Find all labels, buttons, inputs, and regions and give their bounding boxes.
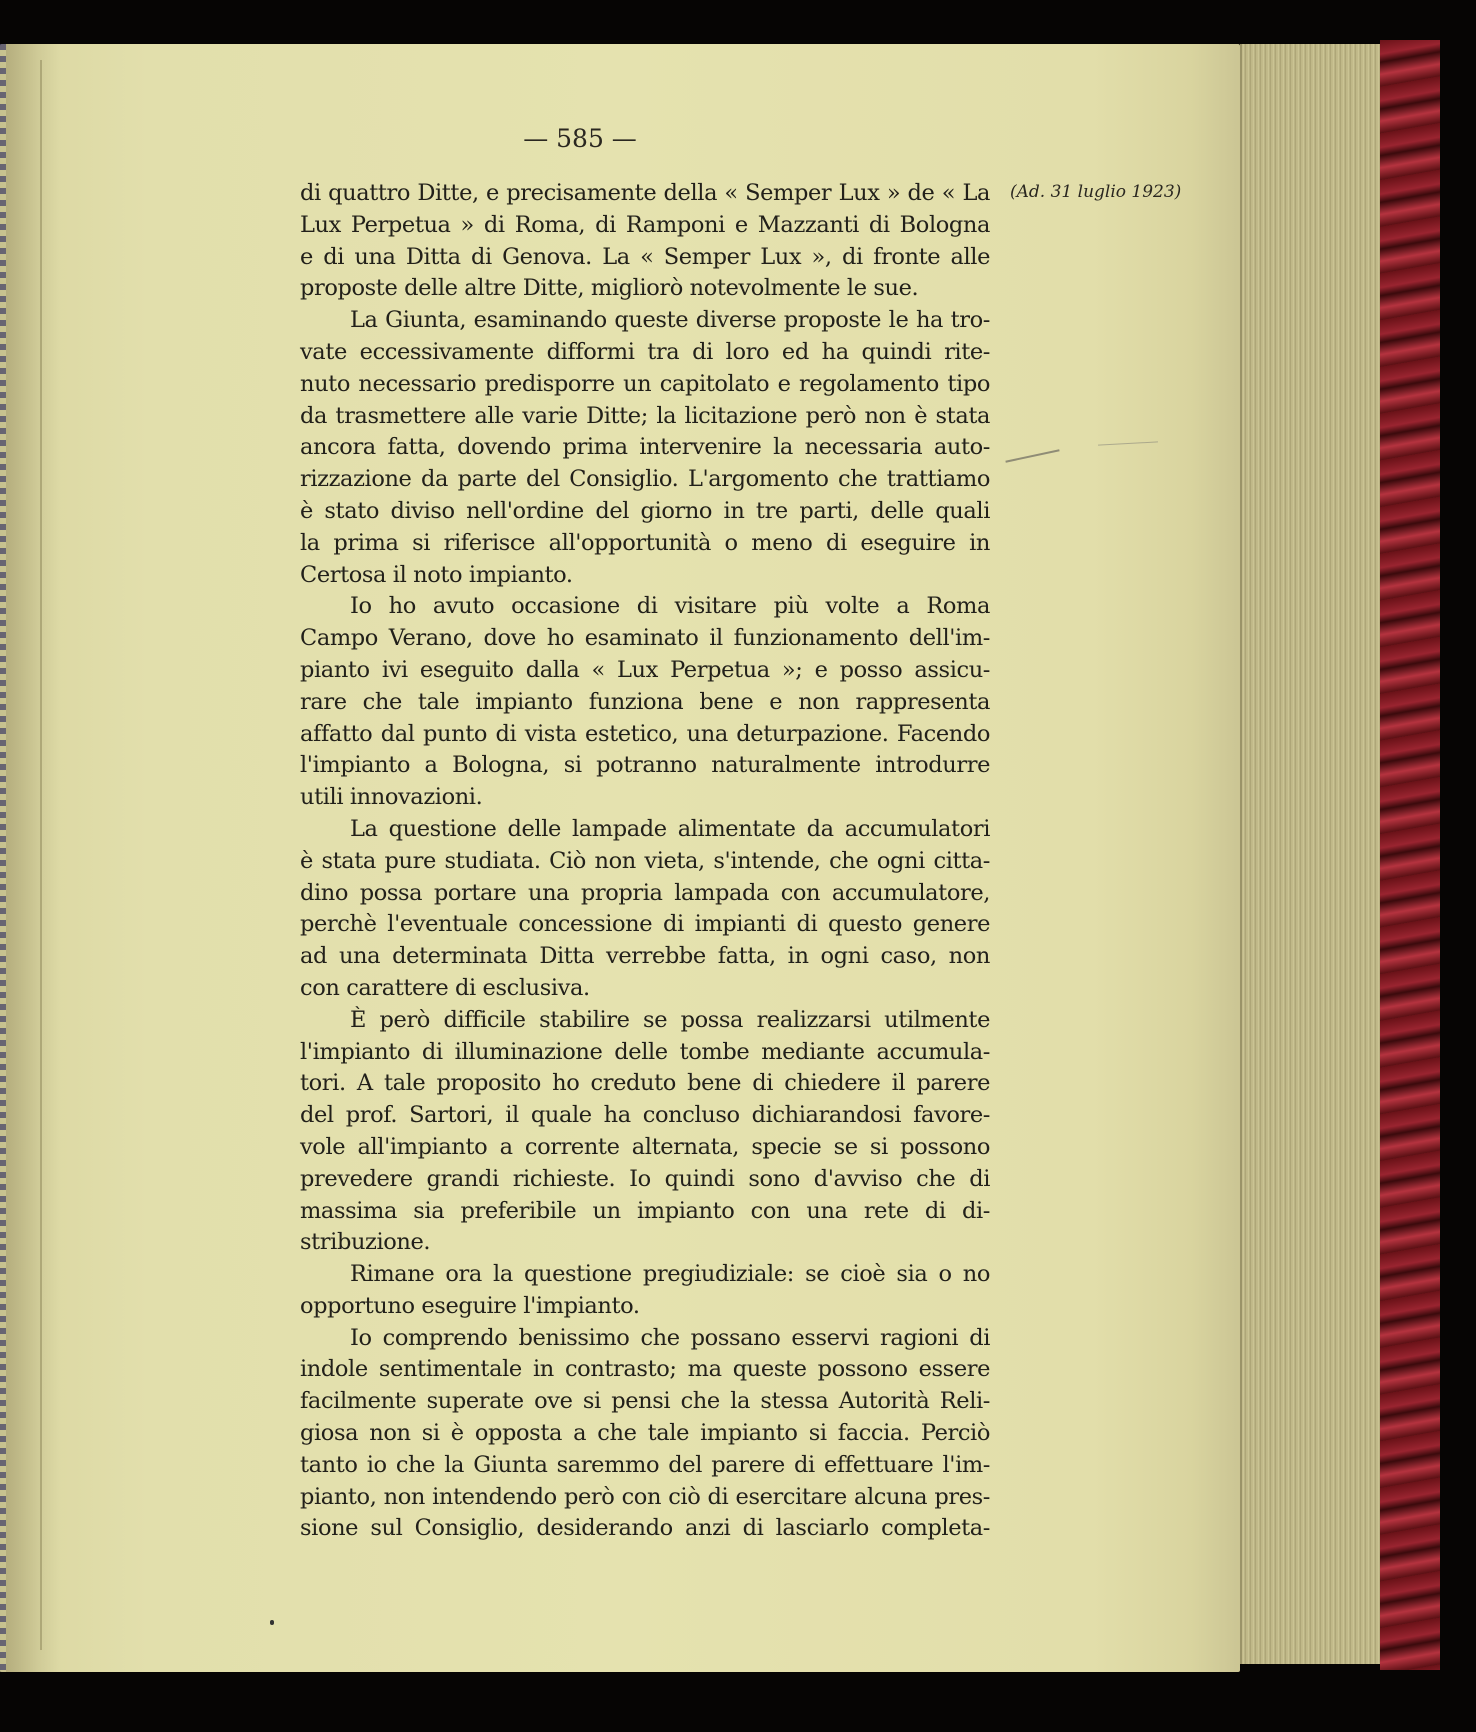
text-line: e di una Ditta di Genova. La « Semper Lux », di fronte alle (300, 243, 990, 270)
text-line: È però difficile stabilire se possa realizzarsi utilmente (350, 1006, 990, 1033)
text-line: nuto necessario predisporre un capitolato e regolamento tipo (300, 370, 990, 397)
text-line: ad una determinata Ditta verrebbe fatta, in ogni caso, non (300, 943, 990, 970)
text-line: giosa non si è opposta a che tale impianto si faccia. Perciò (300, 1420, 990, 1447)
text-line: La Giunta, esaminando queste diverse proposte le ha tro- (350, 307, 990, 334)
text-line: stribuzione. (300, 1229, 431, 1256)
text-line: Campo Verano, dove ho esaminato il funzionamento dell'im- (300, 625, 990, 652)
text-line: rizzazione da parte del Consiglio. L'argomento che trattiamo (300, 466, 990, 493)
text-line: da trasmettere alle varie Ditte; la licitazione però non è stata (300, 402, 990, 429)
text-line: sione sul Consiglio, desiderando anzi di lasciarlo completa- (300, 1515, 990, 1542)
text-line: indole sentimentale in contrasto; ma queste possono essere (300, 1356, 990, 1383)
text-line: è stato diviso nell'ordine del giorno in tre parti, delle quali (300, 497, 990, 524)
text-line: dino possa portare una propria lampada con accumulatore, (300, 879, 990, 906)
page-block-edges (1240, 44, 1382, 1664)
text-line: vate eccessivamente difformi tra di loro ed ha quindi rite- (300, 338, 990, 365)
text-line: tanto io che la Giunta saremmo del parere di effettuare l'im- (300, 1451, 990, 1478)
text-line: facilmente superate ove si pensi che la stessa Autorità Reli- (300, 1388, 990, 1415)
text-line: opportuno eseguire l'impianto. (300, 1292, 640, 1319)
text-line: vole all'impianto a corrente alternata, specie se si possono (300, 1133, 990, 1160)
text-line: con carattere di esclusiva. (300, 974, 590, 1001)
text-line: Io ho avuto occasione di visitare più volte a Roma (350, 593, 990, 620)
text-line: del prof. Sartori, il quale ha concluso dichiarandosi favore- (300, 1102, 990, 1129)
body-text (300, 178, 990, 1545)
text-line: l'impianto di illuminazione delle tombe mediante accumula- (300, 1038, 990, 1065)
text-line: rare che tale impianto funziona bene e non rappresenta (300, 688, 990, 715)
book-cover-edge (1380, 40, 1440, 1670)
text-line: massima sia preferibile un impianto con una rete di di- (300, 1197, 990, 1224)
text-line: ancora fatta, dovendo prima intervenire la necessaria auto- (300, 434, 990, 461)
text-line: prevedere grandi richieste. Io quindi sono d'avviso che di (300, 1165, 990, 1192)
text-line: affatto dal punto di vista estetico, una deturpazione. Facendo (300, 720, 990, 747)
ink-speck (270, 1620, 274, 1625)
text-line: proposte delle altre Ditte, migliorò notevolmente le sue. (300, 275, 919, 302)
text-line: la prima si riferisce all'opportunità o meno di eseguire in (300, 529, 990, 556)
gutter-fold (40, 60, 42, 1650)
text-line: Rimane ora la questione pregiudiziale: se cioè sia o no (350, 1261, 990, 1288)
page-number: — 585 — (523, 124, 637, 153)
text-line: Lux Perpetua » di Roma, di Ramponi e Mazzanti di Bologna (300, 211, 990, 238)
gutter-shadow (0, 44, 60, 1672)
text-line: perchè l'eventuale concessione di impianti di questo genere (300, 911, 990, 938)
text-line: pianto, non intendendo però con ciò di esercitare alcuna pres- (300, 1483, 990, 1510)
text-line: è stata pure studiata. Ciò non vieta, s'intende, che ogni citta- (300, 847, 990, 874)
text-line: Io comprendo benissimo che possano esservi ragioni di (350, 1324, 990, 1351)
left-page-edge (0, 44, 6, 1672)
text-line: Certosa il noto impianto. (300, 561, 573, 588)
text-line: tori. A tale proposito ho creduto bene di chiedere il parere (300, 1070, 990, 1097)
text-line: di quattro Ditte, e precisamente della « Semper Lux » de « La (300, 180, 990, 206)
text-line: pianto ivi eseguito dalla « Lux Perpetua »; e posso assicu- (300, 656, 990, 683)
text-line: La questione delle lampade alimentate da accumulatori (350, 815, 990, 842)
text-line: utili innovazioni. (300, 784, 483, 811)
margin-date-note: (Ad. 31 luglio 1923) (1010, 182, 1182, 202)
text-line: l'impianto a Bologna, si potranno naturalmente introdurre (300, 752, 990, 779)
